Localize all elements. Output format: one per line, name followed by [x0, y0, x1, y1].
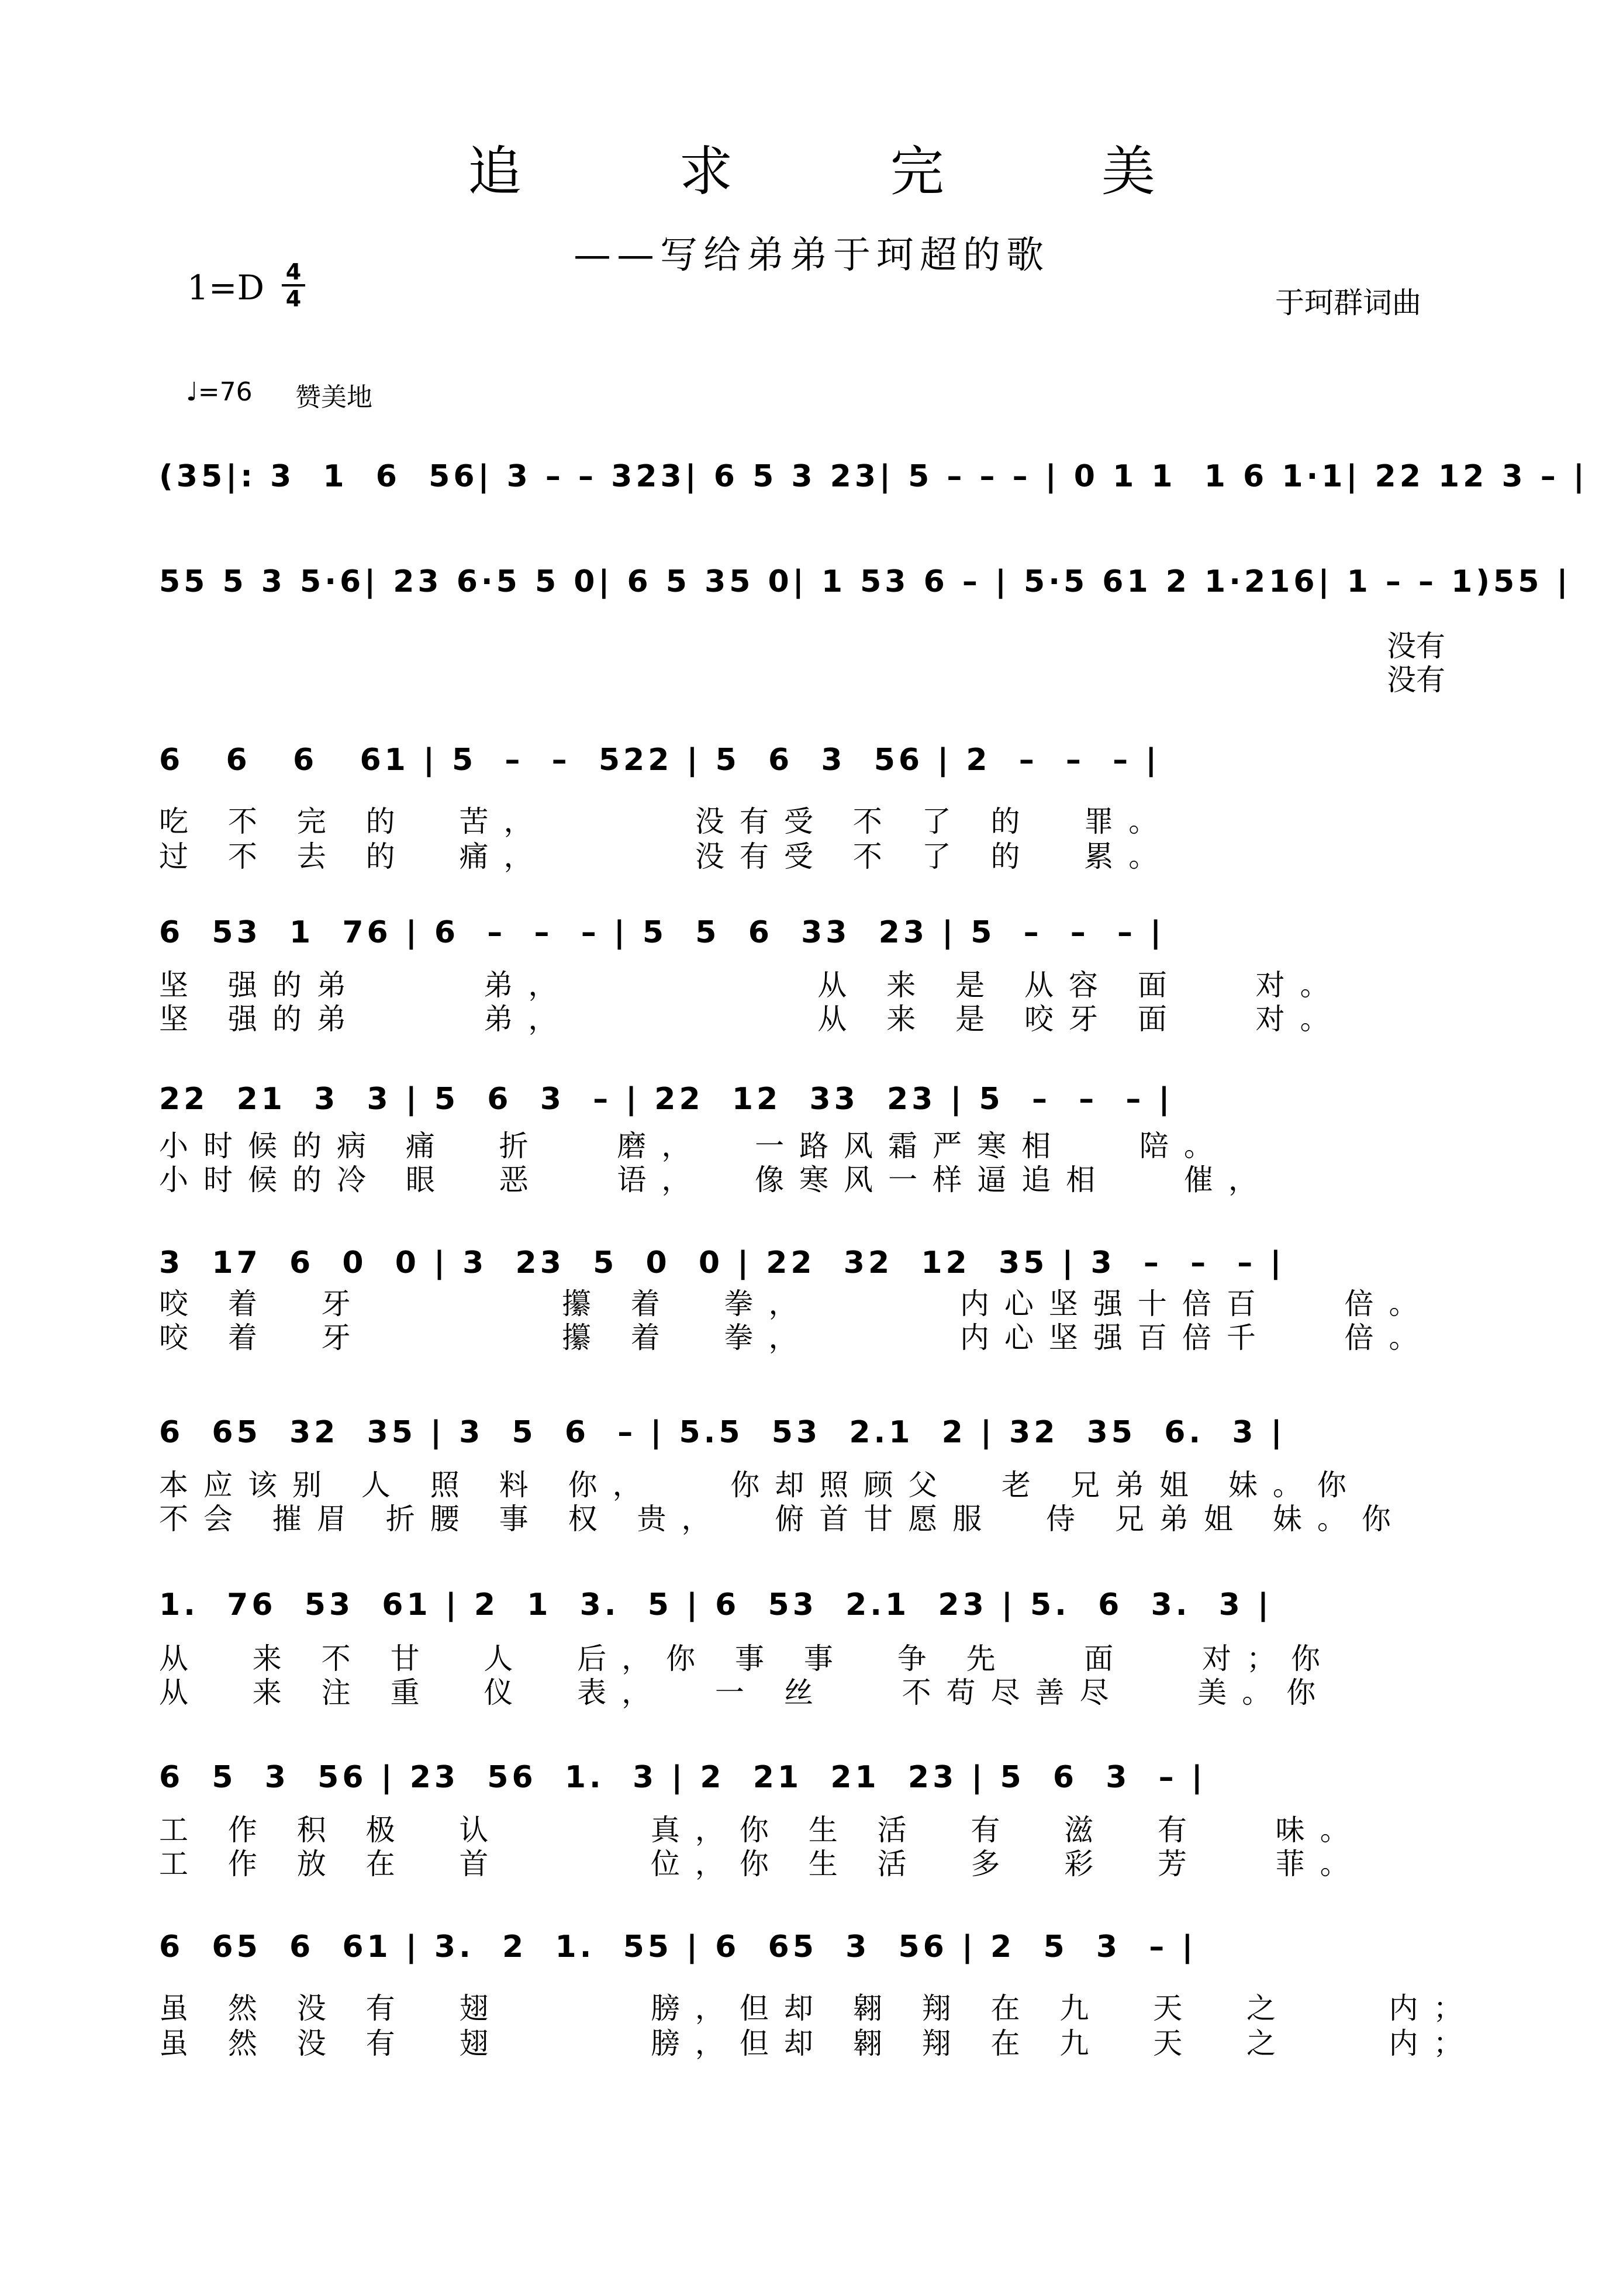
key-signature: 1=D	[187, 268, 265, 308]
system-notes: 6 6 6 61 | 5 – – 522 | 5 6 3 56 | 2 – – – |	[159, 743, 1161, 778]
intro-notes-line-2: 55 5 3 5·6| 23 6·5 5 0| 6 5 35 0| 1 53 6 – | 5·5 61 2 1·216| 1 – – 1)55 |	[159, 564, 1572, 599]
lyric-verse-1: 咬 着 牙 攥 着 拳， 内心坚强十倍百 倍。	[159, 1287, 1434, 1321]
system-notes: 6 53 1 76 | 6 – – – | 5 5 6 33 23 | 5 – – – |	[159, 915, 1165, 950]
system-notes: 6 5 3 56 | 23 56 1. 3 | 2 21 21 23 | 5 6 3 – |	[159, 1760, 1206, 1795]
system-notes: 22 21 3 3 | 5 6 3 – | 22 12 33 23 | 5 – – – |	[159, 1082, 1173, 1117]
system-notes: 6 65 6 61 | 3. 2 1. 55 | 6 65 3 56 | 2 5 3 – |	[159, 1929, 1197, 1964]
lyric-verse-2: 咬 着 牙 攥 着 拳， 内心坚强百倍千 倍。	[159, 1321, 1434, 1355]
lyric-verse-1: 虽 然 没 有 翅 膀，但却 翱 翔 在 九 天 之 内；	[159, 1991, 1478, 2025]
lyric-verse-2: 从 来 注 重 仪 表， 一 丝 不苟尽善尽 美。你	[159, 1676, 1331, 1710]
song-title: 追 求 完 美	[468, 140, 1225, 203]
lyric-verse-1: 本应该别 人 照 料 你， 你却照顾父 老 兄弟姐 妹。你	[159, 1468, 1362, 1502]
system-notes: 1. 76 53 61 | 2 1 3. 5 | 6 53 2.1 23 | 5. 6 3. 3 |	[159, 1587, 1272, 1622]
song-subtitle: ——写给弟弟于珂超的歌	[574, 234, 1049, 277]
lyric-verse-1: 小时候的病 痛 折 磨， 一路风霜严寒相 陪。	[159, 1129, 1228, 1163]
lyric-verse-1: 从 来 不 甘 人 后，你 事 事 争 先 面 对；你	[159, 1642, 1335, 1676]
lyric-verse-1: 工 作 积 极 认 真，你 生 活 有 滋 有 味。	[159, 1813, 1365, 1847]
composer: 于珂群词曲	[1275, 286, 1421, 320]
pickup-lyric-verse-2: 没有	[1387, 663, 1445, 697]
system-notes: 6 65 32 35 | 3 5 6 – | 5.5 53 2.1 2 | 32 35 6. 3 |	[159, 1415, 1286, 1450]
lyric-verse-2: 不会 摧眉 折腰 事 权 贵， 俯首甘愿服 侍 兄弟姐 妹。你	[159, 1502, 1406, 1536]
lyric-verse-1: 吃 不 完 的 苦， 没有受 不 了 的 罪。	[159, 805, 1173, 838]
time-signature-top: 4	[285, 259, 302, 285]
lyric-verse-1: 坚 强的弟 弟， 从 来 是 从容 面 对。	[159, 968, 1345, 1002]
system-notes: 3 17 6 0 0 | 3 23 5 0 0 | 22 32 12 35 | 3 – – – |	[159, 1245, 1285, 1280]
pickup-lyric-verse-1: 没有	[1387, 629, 1445, 663]
lyric-verse-2: 坚 强的弟 弟， 从 来 是 咬牙 面 对。	[159, 1002, 1345, 1036]
lyric-verse-2: 工 作 放 在 首 位，你 生 活 多 彩 芳 菲。	[159, 1847, 1365, 1881]
lyric-verse-2: 小时候的冷 眼 恶 语， 像寒风一样逼追相 催，	[159, 1163, 1273, 1197]
lyric-verse-2: 过 不 去 的 痛， 没有受 不 了 的 累。	[159, 840, 1173, 873]
tempo-mark: ♩=76	[186, 377, 253, 407]
intro-notes-line-1: (35|: 3 1 6 56| 3 – – 323| 6 5 3 23| 5 – – – | 0 1 1 1 6 1·1| 22 12 3 – |	[159, 459, 1588, 494]
lyric-verse-2: 虽 然 没 有 翅 膀，但却 翱 翔 在 九 天 之 内；	[159, 2026, 1478, 2060]
expression-mark: 赞美地	[295, 382, 372, 412]
time-signature	[282, 261, 305, 310]
time-signature-bottom: 4	[285, 286, 302, 312]
